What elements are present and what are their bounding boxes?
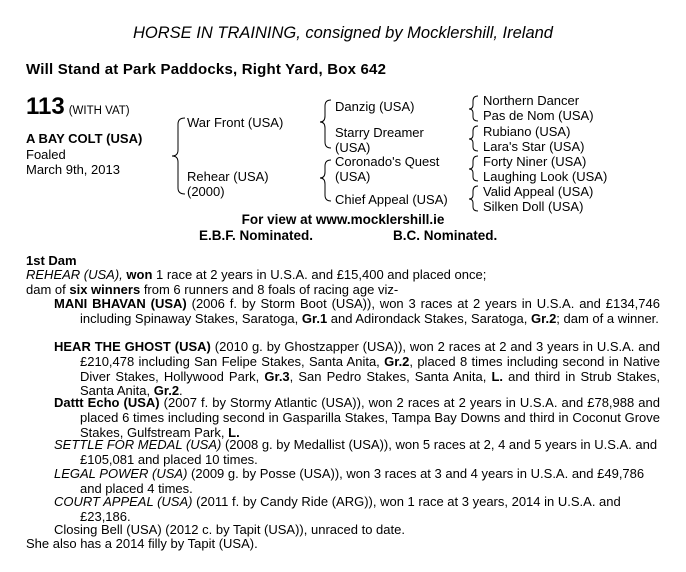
dd-sire: Valid Appeal (USA) — [483, 184, 594, 199]
grade-badge: Gr.2 — [531, 310, 557, 326]
offspring-name: HEAR THE GHOST (USA) — [54, 339, 211, 354]
grade-badge: L. — [491, 368, 504, 384]
runners-foals: from 6 runners and 8 foals of racing age viz- — [143, 282, 399, 297]
dd-dam: Silken Doll (USA) — [483, 199, 584, 214]
stand-location: Will Stand at Park Paddocks, Right Yard, Box 642 — [26, 61, 387, 78]
sire-sire: Danzig (USA) — [335, 99, 415, 114]
offspring-details: and Adirondack Stakes, Saratoga, — [330, 310, 528, 326]
grade-badge: Gr.1 — [301, 310, 328, 326]
offspring-name: Closing Bell (USA) — [54, 522, 162, 537]
page-title: HORSE IN TRAINING, consigned by Mocklershill, Ireland — [133, 24, 553, 42]
offspring-entry — [54, 340, 660, 399]
dam-dam: Chief Appeal (USA) — [335, 192, 448, 207]
dd-brace — [469, 186, 478, 211]
sire-dam: Starry Dreamer — [335, 125, 424, 140]
offspring-details: , San Pedro Stakes, Santa Anita, — [289, 368, 487, 384]
offspring-name: Dattt Echo (USA) — [54, 395, 160, 410]
offspring-name: MANI BHAVAN (USA) — [54, 296, 187, 311]
offspring-name: LEGAL POWER (USA) — [54, 466, 188, 481]
ss-brace — [469, 96, 478, 121]
grade-badge: Gr.2 — [153, 383, 180, 399]
dam-year: (2000) — [187, 184, 225, 199]
six-winners: six winners — [69, 282, 141, 297]
sire-name: War Front (USA) — [187, 115, 284, 130]
foaled-label: Foaled — [26, 147, 66, 162]
grade-badge: Gr.2 — [384, 353, 410, 369]
offspring-entry — [54, 495, 660, 525]
offspring-details: ; dam of a winner. — [556, 310, 659, 326]
sire-dam-country: (USA) — [335, 140, 371, 155]
dam-intro — [26, 268, 646, 283]
offspring-name: COURT APPEAL (USA) — [54, 494, 193, 509]
first-dam-title: 1st Dam — [26, 253, 77, 268]
dam-intro-rest: 1 race at 2 years in U.S.A. and £15,400 and placed once; — [156, 267, 487, 282]
horse-description: A BAY COLT (USA) — [26, 131, 143, 146]
offspring-details: . — [179, 383, 183, 399]
grade-badge: L. — [228, 424, 240, 440]
bc-nominated: B.C. Nominated. — [393, 228, 498, 243]
sd-brace — [469, 126, 478, 151]
offspring-entry — [54, 297, 660, 327]
dam-sire-country: (USA) — [335, 169, 371, 184]
ss-dam: Pas de Nom (USA) — [483, 108, 594, 123]
offspring-details: (2011 f. by Candy Ride (ARG)), won 1 race at 3 years, 2014 in U.S.A. and £23,186. — [80, 494, 621, 524]
dam-of: dam of — [26, 282, 66, 297]
offspring-details: (2012 c. by Tapit (USA)), unraced to date. — [165, 522, 405, 537]
offspring-details: (2010 g. by Ghostzapper (USA)), won 2 races at 2 and 3 years in U.S.A. and £210,478 including San Felipe Stakes, Santa Anita, — [80, 339, 660, 369]
offspring-details: (2007 f. by Stormy Atlantic (USA)), won 2 races at 2 years in U.S.A. and £78,988 and placed 6 times including second in Gasparilla Stakes, Tampa Bay Downs and third in Coconut Grove Stakes, Gulfstream Park, — [80, 395, 660, 440]
offspring-name: SETTLE FOR MEDAL (USA) — [54, 437, 222, 452]
offspring-entry — [54, 396, 660, 440]
sire-brace — [320, 100, 331, 148]
dam-sire: Coronado's Quest — [335, 154, 440, 169]
closing-note: She also has a 2014 filly by Tapit (USA). — [26, 536, 258, 551]
offspring-entry — [54, 467, 660, 497]
offspring-details: , placed 8 times including second in Native Diver Stakes, Hollywood Park, — [80, 353, 660, 384]
ds-brace — [469, 156, 478, 181]
offspring-details: (2008 g. by Medallist (USA)), won 5 races at 2, 4 and 5 years in U.S.A. and £105,081 and placed 10 times. — [80, 437, 658, 467]
offspring-details: (2006 f. by Storm Boot (USA)), won 3 races at 2 years in U.S.A. and £134,746 including Spinaway Stakes, Saratoga, — [80, 296, 660, 326]
foaled-date: March 9th, 2013 — [26, 162, 120, 177]
dam-intro-won: won — [126, 267, 153, 282]
ds-sire: Forty Niner (USA) — [483, 154, 587, 169]
dam-intro-name: REHEAR (USA), — [26, 267, 123, 282]
ds-dam: Laughing Look (USA) — [483, 169, 608, 184]
offspring-entry — [54, 438, 660, 468]
sd-sire: Rubiano (USA) — [483, 124, 571, 139]
vat-note: (WITH VAT) — [68, 105, 130, 117]
grade-badge: Gr.3 — [264, 368, 290, 384]
ss-sire: Northern Dancer — [483, 93, 580, 108]
ebf-nominated: E.B.F. Nominated. — [199, 228, 314, 243]
dam-name: Rehear (USA) — [187, 169, 269, 184]
view-website: For view at www.mocklershill.ie — [241, 212, 445, 227]
offspring-details: (2009 g. by Posse (USA)), won 3 races at 3 and 4 years in U.S.A. and £49,786 and placed 4 times. — [80, 466, 645, 496]
main-brace — [172, 118, 185, 194]
dam-brace — [320, 160, 331, 201]
lot-number-value: 113 — [26, 93, 65, 120]
sd-dam: Lara's Star (USA) — [483, 139, 585, 154]
offspring-details: and third in Strub Stakes, Santa Anita, — [80, 368, 660, 399]
